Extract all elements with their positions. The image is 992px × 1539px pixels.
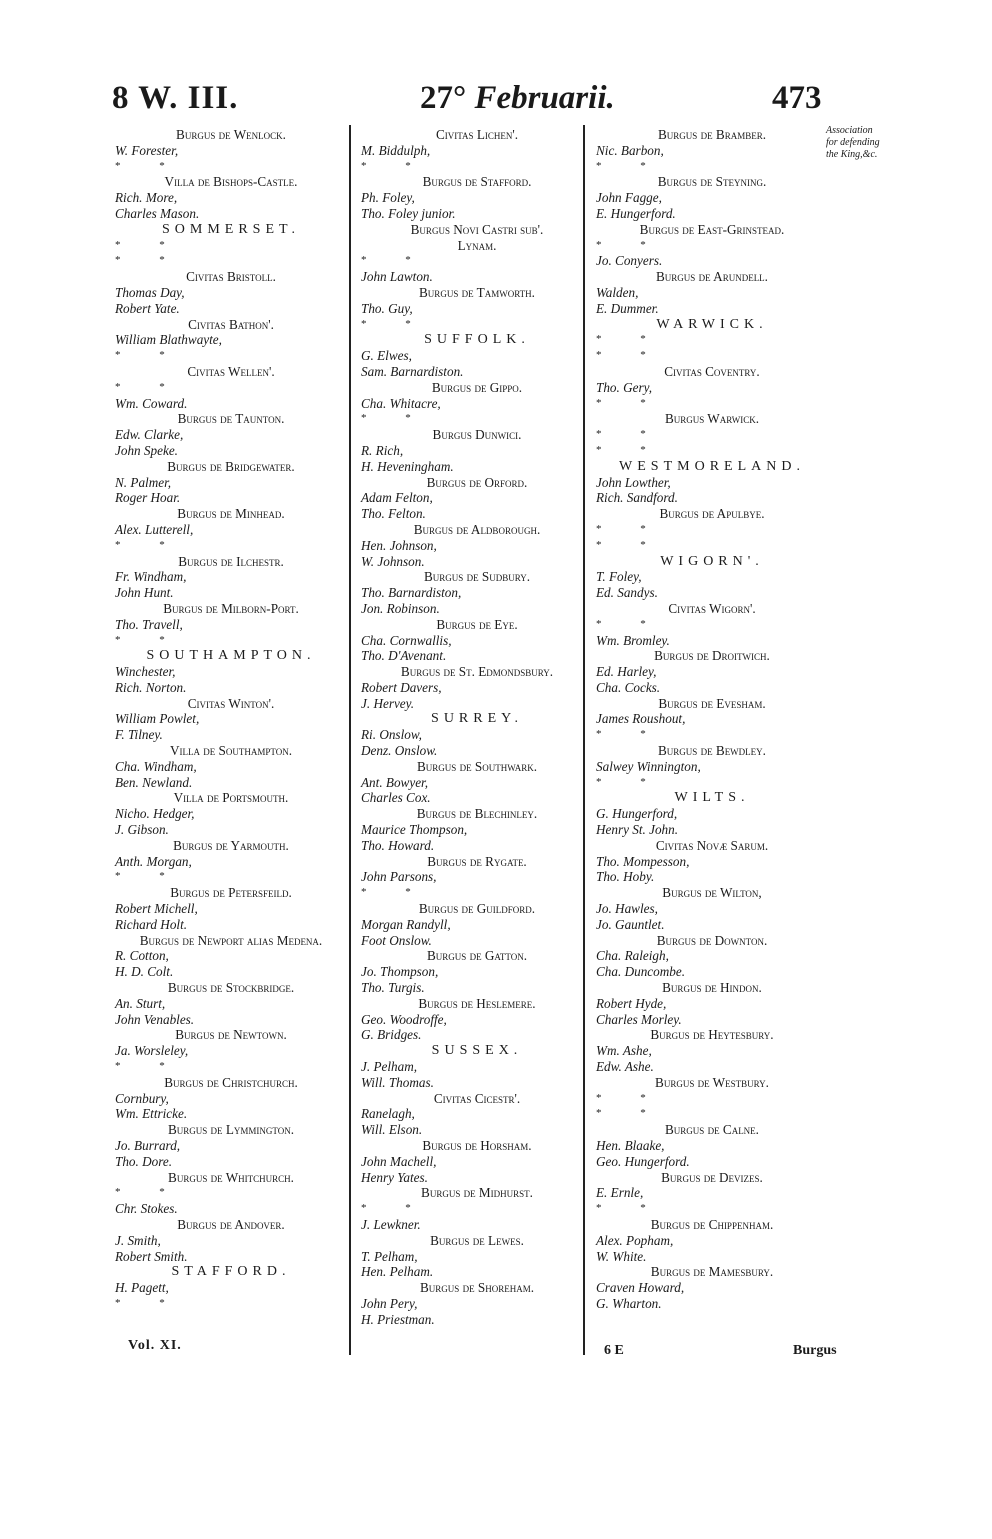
vacancy-marker: * * [115, 159, 183, 172]
member-name: John Parsons, [361, 869, 437, 885]
margin-note [826, 125, 906, 161]
place-heading: Burgus de Heytesbury. [650, 1027, 774, 1043]
vacancy-marker: * * [596, 538, 664, 551]
member-name: W. White. [596, 1248, 647, 1264]
vacancy-marker: * * [596, 443, 664, 456]
place-heading: Civitas Lichen'. [435, 127, 519, 142]
member-name: Ed. Harley, [596, 664, 657, 680]
member-name: Winchester, [115, 664, 176, 680]
vacancy-marker: * * [596, 159, 664, 172]
place-heading: Burgus de Newtown. [175, 1027, 287, 1043]
place-heading: Burgus de Andover. [177, 1216, 285, 1232]
member-name: Jon. Robinson. [361, 600, 440, 616]
place-heading: Burgus de Newport alias Medena. [139, 932, 323, 948]
place-heading: Burgus de Stafford. [422, 174, 532, 190]
member-name: Nic. Barbon, [596, 142, 664, 158]
county-heading: SOMMERSET. [161, 221, 301, 237]
vacancy-marker: * * [361, 254, 429, 267]
place-heading: Burgus de Southwark. [416, 758, 538, 774]
place-heading: Burgus de Whitchurch. [168, 1169, 294, 1185]
place-heading: Burgus de Apulbye. [659, 506, 765, 522]
place-heading: Burgus de Droitwich. [654, 648, 770, 664]
member-name: Wm. Coward. [115, 395, 188, 411]
member-name: Hen. Johnson, [361, 537, 437, 553]
vacancy-marker: * * [115, 538, 183, 551]
place-heading: Civitas Coventry. [664, 363, 760, 379]
member-name: Walden, [596, 284, 639, 300]
place-heading: Burgus de Heslemere. [418, 995, 536, 1011]
place-heading: Burgus de Aldborough. [413, 521, 541, 537]
member-name: Ed. Sandys. [596, 585, 658, 601]
member-name: Tho. Barnardiston, [361, 585, 462, 601]
member-name: Tho. Felton. [361, 506, 426, 522]
place-heading: Villa de Bishops-Castle. [164, 174, 298, 190]
member-name: Ja. Worsleley, [115, 1043, 189, 1059]
place-heading: Burgus de Devizes. [661, 1169, 763, 1185]
member-name: Jo. Gauntlet. [596, 916, 665, 932]
member-name: Cha. Whitacre, [361, 395, 441, 411]
place-heading: Burgus de Stockbridge. [167, 980, 295, 996]
place-heading: Burgus de Westbury. [655, 1074, 769, 1090]
place-heading: Burgus de Steyning. [657, 174, 767, 190]
member-name: Edw. Ashe. [596, 1059, 654, 1075]
member-name: John Speke. [115, 442, 178, 458]
place-heading: Burgus de Tamworth. [419, 284, 535, 300]
member-name: Cha. Duncombe. [596, 964, 686, 980]
member-name: Cha. Raleigh, [596, 948, 669, 964]
margin-note-line: for defending [826, 137, 880, 148]
column-1 [113, 127, 349, 1312]
place-heading: Burgus de Rygate. [427, 853, 527, 869]
place-heading: Burgus de Yarmouth. [173, 837, 289, 853]
place-heading: Civitas Cicestr'. [433, 1090, 521, 1106]
place-heading: Burgus de Bewdley. [658, 743, 766, 759]
member-name: Hen. Blaake, [596, 1138, 665, 1153]
county-heading: SOUTHAMPTON. [146, 648, 316, 664]
member-name: Ant. Bowyer, [361, 774, 429, 790]
member-name: F. Tilney. [115, 727, 163, 743]
vacancy-marker: * * [115, 870, 183, 883]
member-name: Nicho. Hedger, [115, 806, 195, 822]
member-name: Tho. Howard. [361, 837, 435, 853]
member-name: Tho. Gery, [596, 379, 653, 395]
member-name: E. Dummer. [596, 300, 659, 316]
county-heading: WESTMORELAND. [619, 458, 805, 474]
vacancy-marker: * * [596, 349, 664, 362]
member-name: R. Rich, [361, 442, 404, 458]
member-name: Robert Davers, [361, 679, 442, 695]
county-heading: SUSSEX. [431, 1043, 523, 1059]
member-name: John Lowther, [596, 474, 671, 490]
county-heading: WIGORN'. [660, 553, 764, 569]
member-name: An. Sturt, [115, 995, 166, 1011]
member-name: T. Foley, [596, 569, 642, 585]
place-heading: Burgus de Guildford. [418, 901, 536, 917]
place-heading: Burgus de Petersfeild. [170, 885, 292, 901]
member-name: Chr. Stokes. [115, 1201, 178, 1217]
vacancy-marker: * * [115, 238, 183, 251]
margin-note-line: the King,&c. [826, 149, 878, 160]
vacancy-marker: * * [361, 1202, 429, 1215]
signature-mark: 6 E [604, 1343, 624, 1358]
place-heading: Civitas Bathon'. [188, 316, 274, 332]
member-name: Thomas Day, [115, 284, 185, 300]
vacancy-marker: * * [361, 317, 429, 330]
member-name: Robert Yate. [115, 300, 180, 316]
member-name: Rich. More, [115, 190, 178, 206]
member-name: Salwey Winnington, [596, 758, 701, 774]
column-rule-1 [349, 125, 351, 1355]
place-heading: Burgus de Evesham. [658, 695, 766, 711]
member-name: T. Pelham, [361, 1248, 418, 1264]
place-heading: Burgus de Bramber. [658, 127, 766, 142]
member-name: Hen. Pelham. [361, 1264, 434, 1280]
member-name: Cha. Cornwallis, [361, 632, 452, 648]
member-name: Ranelagh, [361, 1106, 415, 1122]
page-number: 473 [772, 80, 822, 116]
member-name: William Powlet, [115, 711, 200, 727]
county-heading: SURREY. [431, 711, 523, 727]
place-heading: Burgus de Shoreham. [419, 1280, 535, 1296]
member-name: Charles Morley. [596, 1011, 682, 1027]
member-name: Tho. Travell, [115, 616, 183, 632]
place-heading: Burgus de East-Grinstead. [639, 221, 785, 237]
place-heading: Burgus de Chippenham. [650, 1216, 774, 1232]
member-name: John Pery, [361, 1295, 418, 1311]
member-name: Edw. Clarke, [115, 427, 184, 443]
member-name: Tho. Foley junior. [361, 205, 456, 221]
member-name: Tho. Dore. [115, 1153, 173, 1169]
place-heading: Burgus de Downton. [656, 932, 768, 948]
place-heading: Burgus de Christchurch. [164, 1074, 298, 1090]
member-name: Craven Howard, [596, 1280, 685, 1296]
member-name: Will. Thomas. [361, 1074, 434, 1090]
member-name: Geo. Hungerford. [596, 1153, 690, 1169]
member-name: R. Cotton, [115, 948, 169, 964]
member-name: Tho. Turgis. [361, 980, 425, 996]
date-day: 27° [420, 80, 475, 116]
member-name: John Machell, [361, 1153, 437, 1169]
member-name: Roger Hoar. [115, 490, 181, 506]
place-heading: Civitas Winton'. [187, 695, 275, 711]
member-name: James Roushout, [596, 711, 686, 727]
place-heading: Burgus de Ilchestr. [178, 553, 284, 569]
running-head-date [420, 80, 615, 117]
vacancy-marker: * * [361, 159, 429, 172]
vacancy-marker: * * [115, 1186, 183, 1199]
county-heading: WILTS. [674, 790, 750, 806]
member-name: Foot Onslow. [361, 932, 432, 948]
member-name: J. Pelham, [361, 1059, 418, 1075]
member-name: Ph. Foley, [361, 190, 415, 206]
member-name: Robert Smith. [115, 1248, 188, 1264]
vacancy-marker: * * [361, 886, 429, 899]
vacancy-marker: * * [115, 380, 183, 393]
member-name: G. Hungerford, [596, 806, 678, 822]
member-name: G. Elwes, [361, 348, 412, 364]
place-heading: Burgus de Gatton. [426, 948, 528, 964]
member-name: H. Priestman. [361, 1311, 435, 1327]
member-name: Richard Holt. [115, 916, 188, 932]
vacancy-marker: * * [596, 238, 664, 251]
member-name: Robert Michell, [115, 901, 198, 917]
place-heading: Burgus de Taunton. [177, 411, 285, 427]
member-name: Jo. Thompson, [361, 964, 439, 980]
member-name: Sam. Barnardiston. [361, 363, 464, 379]
place-heading: Villa de Portsmouth. [173, 790, 289, 806]
member-name: N. Palmer, [115, 474, 172, 490]
running-head-regnal-year: 8 W. III. [112, 80, 239, 116]
member-name: Jo. Hawles, [596, 901, 658, 917]
place-heading: Civitas Wigorn'. [668, 600, 756, 616]
member-name: H. D. Colt. [115, 964, 174, 980]
member-name: Geo. Woodroffe, [361, 1011, 447, 1027]
vacancy-marker: * * [596, 775, 664, 788]
place-heading: Civitas Novæ Sarum. [655, 837, 769, 853]
place-heading: Burgus de Gippo. [431, 379, 523, 395]
place-heading: Burgus de Lewes. [430, 1232, 524, 1248]
member-name: Ri. Onslow, [361, 727, 422, 743]
place-heading: Civitas Bristoll. [186, 269, 276, 285]
volume-label: Vol. XI. [128, 1338, 182, 1353]
place-heading: Burgus Warwick. [664, 411, 760, 427]
vacancy-marker: * * [115, 254, 183, 267]
member-name: Alex. Popham, [596, 1232, 674, 1248]
vacancy-marker: * * [596, 1091, 664, 1104]
vacancy-marker: * * [115, 349, 183, 362]
county-heading: STAFFORD. [171, 1264, 291, 1280]
county-heading: WARWICK. [656, 316, 768, 332]
place-heading: Burgus de Orford. [426, 474, 528, 490]
member-name: Will. Elson. [361, 1122, 423, 1138]
member-name: Wm. Ettricke. [115, 1106, 188, 1122]
vacancy-marker: * * [361, 412, 429, 425]
member-name: Denz. Onslow. [361, 743, 438, 759]
member-name: Tho. Guy, [361, 300, 413, 316]
member-name: John Fagge, [596, 190, 662, 206]
vacancy-marker: * * [596, 617, 664, 630]
member-name: Rich. Norton. [115, 679, 187, 695]
member-name: Alex. Lutterell, [115, 521, 194, 537]
place-heading: Burgus de Calne. [665, 1122, 759, 1138]
member-name: W. Forester, [115, 142, 179, 158]
catchword: Burgus [793, 1343, 837, 1358]
vacancy-marker: * * [596, 1202, 664, 1215]
vacancy-marker: * * [596, 396, 664, 409]
member-name: Rich. Sandford. [596, 490, 678, 506]
member-name: H. Heveningham. [361, 458, 454, 474]
place-heading: Burgus de Milborn-Port. [163, 600, 299, 616]
place-heading: Burgus de Mamesbury. [650, 1264, 774, 1280]
place-heading: Burgus de Lymmington. [167, 1122, 295, 1138]
member-name: Charles Cox. [361, 790, 431, 806]
place-heading: Burgus de Sudbury. [423, 569, 531, 585]
vacancy-marker: * * [596, 522, 664, 535]
place-heading: Burgus de Minhead. [177, 506, 285, 522]
member-name: Adam Felton, [361, 490, 433, 506]
member-name: Morgan Randyll, [361, 916, 451, 932]
member-name: Fr. Windham, [115, 569, 187, 585]
member-name: Jo. Burrard, [115, 1138, 181, 1153]
member-name: E. Ernle, [596, 1185, 644, 1201]
county-heading: SUFFOLK. [424, 332, 530, 348]
member-name: Cha. Cocks. [596, 679, 661, 695]
member-name: Henry Yates. [361, 1169, 428, 1185]
member-name: Anth. Morgan, [115, 853, 192, 869]
member-name: M. Biddulph, [361, 142, 431, 158]
vacancy-marker: * * [596, 333, 664, 346]
place-heading: Civitas Wellen'. [187, 363, 275, 379]
vacancy-marker: * * [115, 1060, 183, 1073]
place-heading: Burgus de Eye. [436, 616, 518, 632]
vacancy-marker: * * [596, 728, 664, 741]
member-name: Tho. D'Avenant. [361, 648, 447, 664]
member-name: Henry St. John. [596, 822, 679, 838]
member-name: H. Pagett, [115, 1280, 169, 1296]
place-heading: Burgus de Arundell. [656, 269, 768, 285]
member-name: Charles Mason. [115, 205, 200, 221]
member-name: Tho. Hoby. [596, 869, 655, 885]
member-name: William Blathwayte, [115, 332, 222, 348]
member-name: J. Lewkner. [361, 1216, 421, 1232]
member-name: Cha. Windham, [115, 758, 197, 774]
member-name: G. Wharton. [596, 1295, 662, 1311]
place-heading: Burgus Novi Castri sub'. [410, 221, 544, 237]
member-name: Wm. Ashe, [596, 1043, 652, 1059]
place-heading: Lynam. [457, 237, 497, 253]
member-name: John Venables. [115, 1011, 195, 1027]
vacancy-marker: * * [115, 633, 183, 646]
member-name: Cornbury, [115, 1090, 169, 1106]
place-heading: Burgus de St. Edmondsbury. [400, 664, 554, 680]
member-name: Jo. Conyers. [596, 253, 663, 269]
column-3 [594, 127, 830, 1312]
member-name: E. Hungerford. [596, 205, 676, 221]
member-name: John Lawton. [361, 269, 433, 285]
margin-note-line: Association [826, 125, 873, 136]
place-heading: Burgus Dunwici. [432, 427, 522, 443]
member-name: W. Johnson. [361, 553, 425, 569]
vacancy-marker: * * [596, 1107, 664, 1120]
member-name: J. Hervey. [361, 695, 415, 711]
member-name: J. Gibson. [115, 822, 169, 838]
vacancy-marker: * * [596, 428, 664, 441]
place-heading: Burgus de Hindon. [662, 980, 762, 996]
place-heading: Burgus de Midhurst. [421, 1185, 533, 1201]
member-name: Tho. Mompesson, [596, 853, 690, 869]
place-heading: Burgus de Wenlock. [176, 127, 286, 142]
date-month: Februarii. [474, 80, 615, 116]
member-name: G. Bridges. [361, 1027, 422, 1043]
member-name: Robert Hyde, [596, 995, 667, 1011]
column-2 [359, 127, 595, 1328]
member-name: John Hunt. [115, 585, 174, 601]
member-name: Ben. Newland. [115, 774, 193, 790]
vacancy-marker: * * [115, 1296, 183, 1309]
place-heading: Villa de Southampton. [169, 743, 293, 759]
place-heading: Burgus de Bridgewater. [167, 458, 295, 474]
member-name: J. Smith, [115, 1232, 161, 1248]
place-heading: Burgus de Wilton, [662, 885, 762, 901]
place-heading: Burgus de Horsham. [422, 1138, 532, 1153]
member-name: Maurice Thompson, [361, 822, 468, 838]
member-name: Wm. Bromley. [596, 632, 670, 648]
place-heading: Burgus de Blechinley. [416, 806, 538, 822]
